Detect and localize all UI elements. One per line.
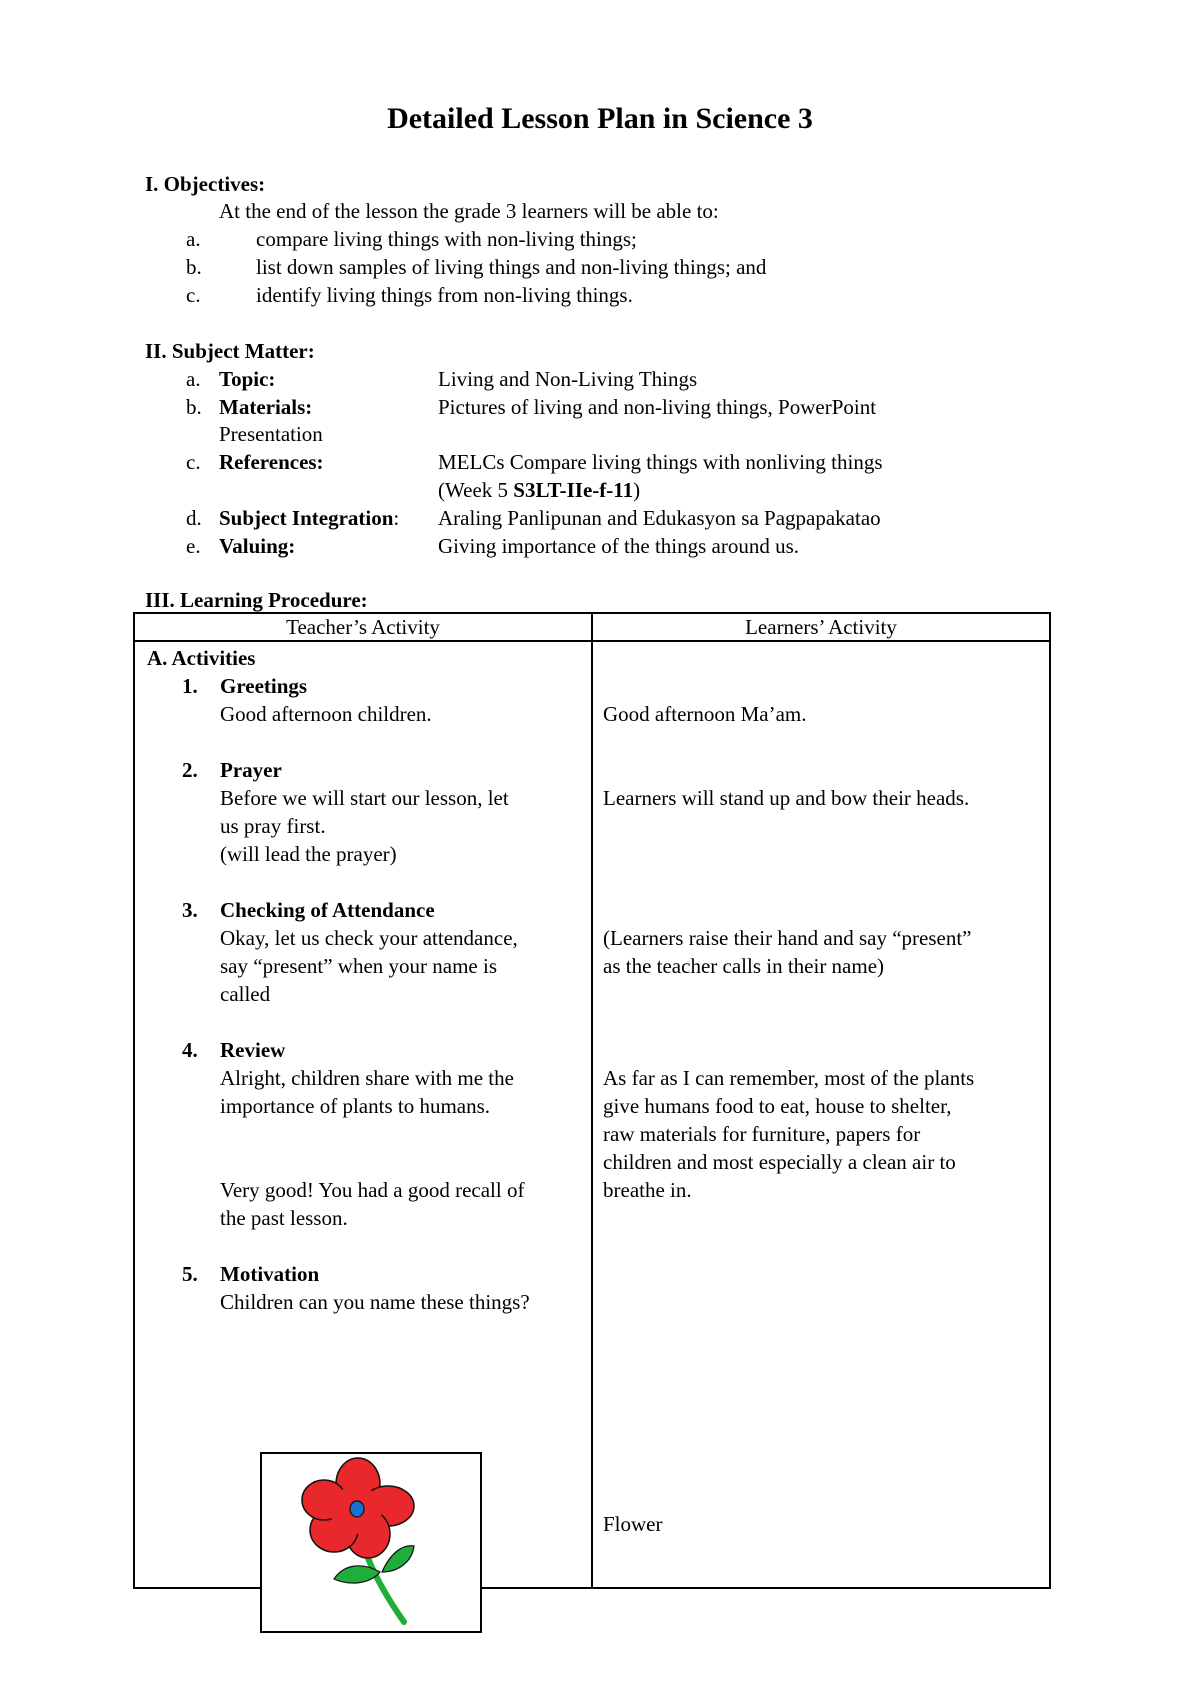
references-close: ) bbox=[633, 478, 641, 502]
valuing-label: Valuing: bbox=[219, 534, 296, 558]
learner-answer-flower: Flower bbox=[603, 1512, 663, 1536]
integration-value: Araling Panlipunan and Edukasyon sa Pagpapakatao bbox=[438, 506, 881, 530]
references-code-line bbox=[438, 476, 640, 504]
teacher-line: called bbox=[220, 982, 271, 1006]
learner-activity-cell bbox=[592, 641, 1050, 1588]
step-number: 5. bbox=[182, 1262, 198, 1286]
teacher-line: the past lesson. bbox=[220, 1206, 348, 1230]
references-week: (Week 5 bbox=[438, 478, 514, 502]
teacher-line: Good afternoon children. bbox=[220, 702, 432, 726]
learner-line: give humans food to eat, house to shelter, bbox=[603, 1094, 952, 1118]
teacher-line: Very good! You had a good recall of bbox=[220, 1178, 525, 1202]
topic-value: Living and Non-Living Things bbox=[438, 367, 698, 391]
valuing-value: Giving importance of the things around us. bbox=[438, 534, 800, 558]
objective-letter: a. bbox=[186, 227, 201, 251]
integration-label-text: Subject Integration bbox=[219, 506, 394, 530]
table-header-row bbox=[134, 613, 1050, 641]
learner-line: breathe in. bbox=[603, 1178, 692, 1202]
objective-item: identify living things from non-living things. bbox=[256, 283, 633, 307]
learner-line: Good afternoon Ma’am. bbox=[603, 702, 807, 726]
step-title: Greetings bbox=[220, 674, 308, 698]
learner-line: As far as I can remember, most of the plants bbox=[603, 1066, 975, 1090]
flower-picture bbox=[260, 1452, 482, 1633]
subject-matter-heading: II. Subject Matter: bbox=[145, 339, 315, 363]
objective-item: compare living things with non-living things; bbox=[256, 227, 637, 251]
teacher-line: importance of plants to humans. bbox=[220, 1094, 491, 1118]
learner-line: children and most especially a clean air to bbox=[603, 1150, 956, 1174]
table-row bbox=[134, 641, 1050, 1588]
subject-letter: c. bbox=[186, 450, 201, 474]
step-title: Checking of Attendance bbox=[220, 898, 435, 922]
topic-label: Topic: bbox=[219, 367, 276, 391]
subject-letter: a. bbox=[186, 367, 201, 391]
teacher-column-header: Teacher’s Activity bbox=[134, 613, 592, 641]
learner-line: raw materials for furniture, papers for bbox=[603, 1122, 921, 1146]
teacher-activity-cell bbox=[134, 641, 592, 1588]
references-label: References: bbox=[219, 450, 324, 474]
subject-letter: b. bbox=[186, 395, 202, 419]
integration-colon: : bbox=[393, 506, 400, 530]
teacher-line: Before we will start our lesson, let bbox=[220, 786, 509, 810]
teacher-line: say “present” when your name is bbox=[220, 954, 497, 978]
procedure-heading: III. Learning Procedure: bbox=[145, 588, 368, 612]
objective-letter: b. bbox=[186, 255, 202, 279]
section-a-heading: A. Activities bbox=[147, 646, 256, 670]
objective-letter: c. bbox=[186, 283, 201, 307]
learner-line: Learners will stand up and bow their heads. bbox=[603, 786, 970, 810]
materials-label: Materials: bbox=[219, 395, 313, 419]
objectives-intro: At the end of the lesson the grade 3 learners will be able to: bbox=[219, 199, 719, 223]
materials-value-cont: Presentation bbox=[219, 422, 323, 446]
step-title: Review bbox=[220, 1038, 286, 1062]
teacher-line: Alright, children share with me the bbox=[220, 1066, 514, 1090]
step-number: 2. bbox=[182, 758, 198, 782]
subject-letter: d. bbox=[186, 506, 202, 530]
step-title: Motivation bbox=[220, 1262, 320, 1286]
references-code: S3LT-IIe-f-11 bbox=[513, 478, 634, 502]
step-number: 4. bbox=[182, 1038, 198, 1062]
learner-line: (Learners raise their hand and say “present” bbox=[603, 926, 972, 950]
teacher-line: Children can you name these things? bbox=[220, 1290, 530, 1314]
learner-line: as the teacher calls in their name) bbox=[603, 954, 885, 978]
step-title: Prayer bbox=[220, 758, 282, 782]
procedure-table bbox=[133, 612, 1051, 1589]
references-value: MELCs Compare living things with nonliving things bbox=[438, 450, 883, 474]
objective-item: list down samples of living things and non-living things; and bbox=[256, 255, 767, 279]
teacher-line: (will lead the prayer) bbox=[220, 842, 397, 866]
step-number: 3. bbox=[182, 898, 198, 922]
teacher-line: Okay, let us check your attendance, bbox=[220, 926, 518, 950]
objectives-heading: I. Objectives: bbox=[145, 172, 266, 196]
integration-label bbox=[219, 504, 399, 532]
step-number: 1. bbox=[182, 674, 198, 698]
materials-value: Pictures of living and non-living things, PowerPoint bbox=[438, 395, 877, 419]
subject-letter: e. bbox=[186, 534, 201, 558]
page-title: Detailed Lesson Plan in Science 3 bbox=[387, 102, 813, 135]
learner-column-header: Learners’ Activity bbox=[592, 613, 1050, 641]
flower-icon bbox=[262, 1454, 480, 1631]
teacher-line: us pray first. bbox=[220, 814, 326, 838]
